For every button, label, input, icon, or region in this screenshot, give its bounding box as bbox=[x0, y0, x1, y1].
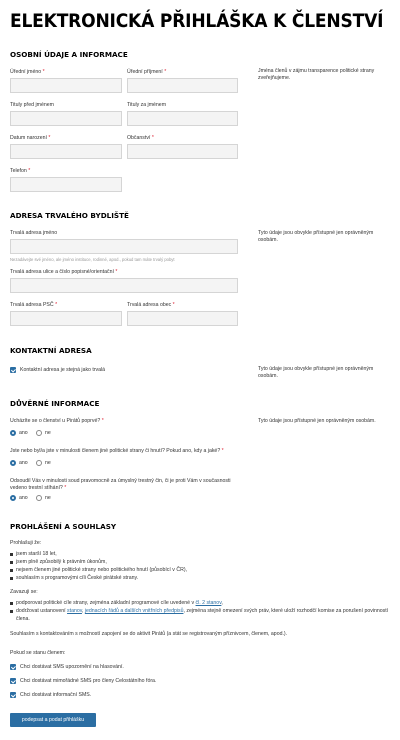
q3-yes-label: ano bbox=[19, 495, 28, 501]
address-name-help: Nezadávejte své jméno, ale jméno instituce, rodinné, apod., pokud tam máte trvalý pobyt bbox=[10, 257, 175, 262]
q1-yes-radio[interactable] bbox=[10, 430, 16, 436]
bullet bbox=[10, 602, 13, 605]
sms-info-label: Chci dostávat informační SMS. bbox=[20, 692, 92, 698]
section-consent-heading: PROHLÁŠENÍ A SOUHLASY bbox=[10, 522, 117, 531]
if-member-label: Pokud se stanu členem: bbox=[10, 650, 66, 656]
bullet bbox=[10, 561, 13, 564]
q3-no-radio[interactable] bbox=[36, 495, 42, 501]
declare-item: jsem starší 18 let, bbox=[16, 551, 57, 557]
title-after-input[interactable] bbox=[127, 111, 238, 126]
sms-vote-checkbox[interactable] bbox=[10, 664, 16, 670]
commit-item-1: podporovat politické cíle strany, zejména základní programové cíle uvedené v čl. 2 stanov, bbox=[16, 600, 223, 606]
bullet bbox=[10, 569, 13, 572]
commit-item-2-line2: člena. bbox=[16, 616, 30, 622]
q1-no-radio[interactable] bbox=[36, 430, 42, 436]
citizenship-input[interactable] bbox=[127, 144, 238, 159]
title-before-input[interactable] bbox=[10, 111, 122, 126]
q3-no-label: ne bbox=[45, 495, 51, 501]
q2-yes-label: ano bbox=[19, 460, 28, 466]
bullet bbox=[10, 610, 13, 613]
rules-link[interactable]: jednacích řádů a dalších vnitřních předpisů bbox=[84, 608, 184, 614]
q2-no-radio[interactable] bbox=[36, 460, 42, 466]
contact-note: Tyto údaje jsou obvykle přístupné jen oprávněným osobám. bbox=[258, 366, 374, 380]
last-name-input[interactable] bbox=[127, 78, 238, 93]
q2-no-label: ne bbox=[45, 460, 51, 466]
sms-forum-checkbox[interactable] bbox=[10, 678, 16, 684]
declare-item: jsem plně způsobilý k právním úkonům, bbox=[16, 559, 107, 565]
address-street-label: Trvalá adresa ulice a číslo popisné/orientační * bbox=[10, 269, 118, 275]
section-contact-heading: KONTAKTNÍ ADRESA bbox=[10, 346, 92, 355]
same-address-checkbox[interactable] bbox=[10, 367, 16, 373]
stanovy-link[interactable]: stanov bbox=[67, 608, 82, 614]
agree-text: Souhlasím s kontaktováním s možností zapojení se do aktivit Pirátů (a stát se registrovaným příznivcem, členem, apod.). bbox=[10, 631, 288, 637]
sms-info-checkbox[interactable] bbox=[10, 692, 16, 698]
section-personal-heading: OSOBNÍ ÚDAJE A INFORMACE bbox=[10, 50, 128, 59]
address-zip-input[interactable] bbox=[10, 311, 122, 326]
birth-date-input[interactable] bbox=[10, 144, 122, 159]
q3-yes-radio[interactable] bbox=[10, 495, 16, 501]
address-note: Tyto údaje jsou obvykle přístupné jen oprávněným osobám. bbox=[258, 230, 374, 244]
phone-input[interactable] bbox=[10, 177, 122, 192]
q2-label: Jste nebo byl/a jste v minulosti členem jiné politické strany či hnutí? Pokud ano, kdy a jaké? * bbox=[10, 448, 224, 454]
commit-item-2: dodržovat ustanovení stanov, jednacích řádů a dalších vnitřních předpisů, zejména stejně omezení svých práv, které uloží rozhodčí komise za porušení povinností bbox=[16, 608, 389, 614]
address-city-input[interactable] bbox=[127, 311, 238, 326]
citizenship-label: Občanství * bbox=[127, 135, 154, 141]
address-zip-label: Trvalá adresa PSČ * bbox=[10, 302, 58, 308]
q1-yes-label: ano bbox=[19, 430, 28, 436]
declare-item: souhlasím s programovými cíli České pirátské strany. bbox=[16, 575, 139, 581]
first-name-input[interactable] bbox=[10, 78, 122, 93]
declare-label: Prohlašuji že: bbox=[10, 540, 42, 546]
bullet bbox=[10, 553, 13, 556]
phone-label: Telefon * bbox=[10, 168, 31, 174]
birth-date-label: Datum narození * bbox=[10, 135, 51, 141]
address-name-input[interactable] bbox=[10, 239, 238, 254]
section-address-heading: ADRESA TRVALÉHO BYDLIŠTĚ bbox=[10, 211, 129, 220]
commit-label: Zavazuji se: bbox=[10, 589, 38, 595]
trust-note: Tyto údaje jsou přístupné jen oprávněným osobám. bbox=[258, 418, 376, 424]
personal-note: Jména členů v zájmu transparence politické strany zveřejňujeme. bbox=[258, 68, 375, 82]
last-name-label: Úřední příjmení * bbox=[127, 69, 167, 75]
page-title: ELEKTRONICKÁ PŘIHLÁŠKA K ČLENSTVÍ bbox=[10, 10, 384, 32]
address-name-label: Trvalá adresa jméno bbox=[10, 230, 58, 236]
bullet bbox=[10, 577, 13, 580]
submit-button[interactable]: podepsat a podat přihlášku bbox=[10, 713, 96, 727]
q1-label: Ucházíte se o členství u Pirátů poprvé? * bbox=[10, 418, 104, 424]
q3-label-line1: Odsoudil Vás v minulosti soud pravomocně za úmyslný trestný čin, či je proti Vám v současnosti bbox=[10, 478, 231, 484]
title-before-label: Tituly před jménem bbox=[10, 102, 54, 108]
first-name-label: Úřední jméno * bbox=[10, 69, 45, 75]
address-city-label: Trvalá adresa obec * bbox=[127, 302, 175, 308]
sms-forum-label: Chci dostávat mimořádné SMS pro členy Celostátního fóra. bbox=[20, 678, 157, 684]
stanovy-article-link[interactable]: čl. 2 stanov bbox=[195, 600, 222, 606]
sms-vote-label: Chci dostávat SMS upozornění na hlasování. bbox=[20, 664, 124, 670]
q1-no-label: ne bbox=[45, 430, 51, 436]
q3-label-line2: vedeno trestní stíhání? * bbox=[10, 485, 67, 491]
q2-yes-radio[interactable] bbox=[10, 460, 16, 466]
same-address-label: Kontaktní adresa je stejná jako trvalá bbox=[20, 367, 106, 373]
title-after-label: Tituly za jménem bbox=[127, 102, 167, 108]
section-trust-heading: DŮVĚRNÉ INFORMACE bbox=[10, 399, 100, 408]
declare-item: nejsem členem jiné politické strany nebo politického hnutí (působící v ČR), bbox=[16, 567, 187, 573]
address-street-input[interactable] bbox=[10, 278, 238, 293]
